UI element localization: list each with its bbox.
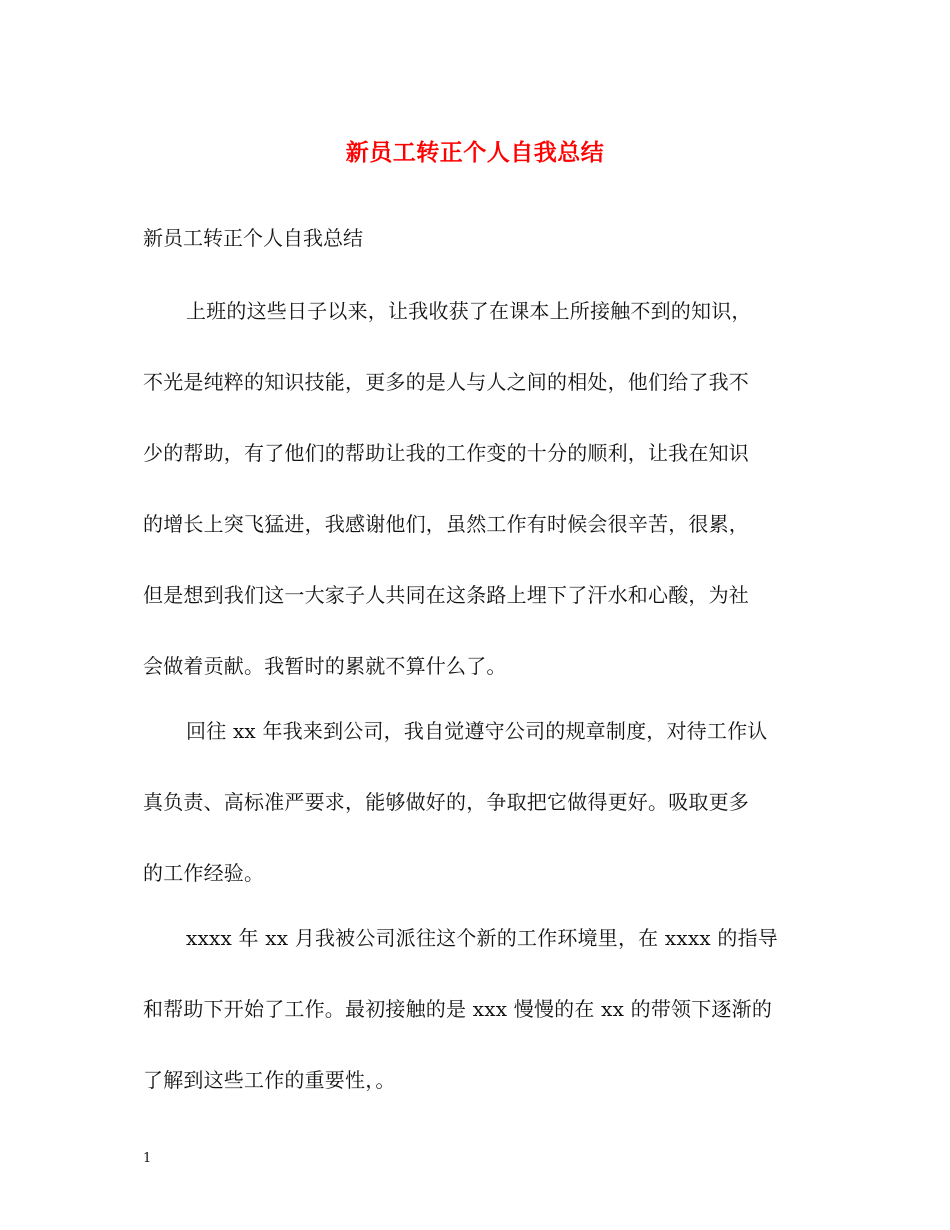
paragraph-1-line-4: 的增长上突飞猛进，我感谢他们，虽然工作有时候会很辛苦，很累， (143, 512, 749, 536)
paragraph-1-line-2: 不光是纯粹的知识技能，更多的是人与人之间的相处，他们给了我不 (143, 370, 749, 394)
paragraph-1-line-1: 上班的这些日子以来，让我收获了在课本上所接触不到的知识， (186, 299, 752, 323)
paragraph-1-line-3: 少的帮助，有了他们的帮助让我的工作变的十分的顺利，让我在知识 (143, 441, 749, 465)
paragraph-2-line-2: 真负责、高标准严要求，能够做好的，争取把它做得更好。吸取更多 (143, 790, 749, 814)
paragraph-3-line-3: 了解到这些工作的重要性，。 (143, 1068, 396, 1092)
page-number: 1 (143, 1151, 152, 1166)
paragraph-1-line-5: 但是想到我们这一大家子人共同在这条路上埋下了汗水和心酸，为社 (143, 583, 749, 607)
paragraph-3-line-2: 和帮助下开始了工作。最初接触的是 xxx 慢慢的在 xx 的带领下逐渐的 (143, 997, 773, 1021)
paragraph-1-line-6: 会做着贡献。我暂时的累就不算什么了。 (143, 654, 507, 678)
paragraph-3-line-1: xxxx 年 xx 月我被公司派往这个新的工作环境里，在 xxxx 的指导 (186, 926, 778, 950)
paragraph-2-line-1: 回往 xx 年我来到公司，我自觉遵守公司的规章制度，对待工作认 (186, 719, 768, 743)
paragraph-2-line-3: 的工作经验。 (143, 861, 265, 885)
document-subtitle: 新员工转正个人自我总结 (143, 226, 363, 250)
document-title: 新员工转正个人自我总结 (345, 139, 605, 166)
